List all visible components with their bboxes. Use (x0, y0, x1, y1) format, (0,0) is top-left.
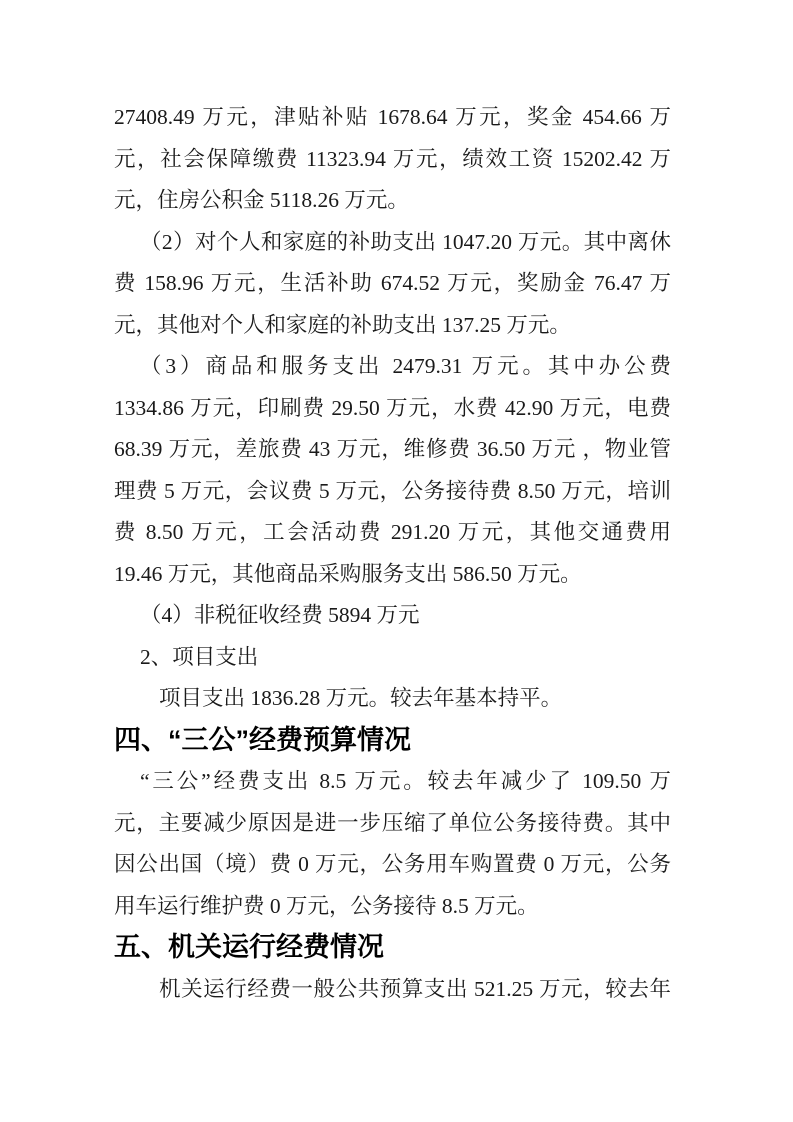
text-line: 元，主要减少原因是进一步压缩了单位公务接待费。其中 (114, 810, 671, 835)
text-line: 元，其他对个人和家庭的补助支出 137.25 万元。 (114, 312, 571, 337)
text-line: 因公出国（境）费 0 万元，公务用车购置费 0 万元，公务 (114, 852, 671, 876)
text-line: 项目支出 1836.28 万元。较去年基本持平。 (159, 686, 563, 710)
text-line: （3）商品和服务支出 2479.31 万元。其中办公费 (140, 354, 671, 378)
text-line: 27408.49 万元，津贴补贴 1678.64 万元，奖金 454.66 万 (114, 105, 671, 129)
text-line: （2）对个人和家庭的补助支出 1047.20 万元。其中离休 (140, 229, 671, 254)
text-line: 2、项目支出 (140, 644, 259, 669)
text-line: 元，住房公积金 5118.26 万元。 (114, 188, 409, 212)
text-line: 1334.86 万元，印刷费 29.50 万元，水费 42.90 万元，电费 (114, 395, 671, 420)
text-line: 19.46 万元，其他商品采购服务支出 586.50 万元。 (114, 561, 582, 586)
text-line: 68.39 万元，差旅费 43 万元，维修费 36.50 万元 ，物业管 (114, 437, 671, 461)
text-line: 费 8.50 万元，工会活动费 291.20 万元，其他交通费用 (114, 520, 671, 544)
text-line: （4）非税征收经费 5894 万元 (140, 603, 420, 627)
text-line: 元，社会保障缴费 11323.94 万元，绩效工资 15202.42 万 (114, 146, 671, 171)
section-heading-5: 五、机关运行经费情况 (114, 932, 384, 962)
text-line: “三公”经费支出 8.5 万元。较去年减少了 109.50 万 (140, 769, 671, 793)
section-heading-4: 四、“三公”经费预算情况 (114, 724, 411, 755)
text-line: 理费 5 万元，会议费 5 万元，公务接待费 8.50 万元，培训 (114, 478, 671, 503)
text-line: 费 158.96 万元，生活补助 674.52 万元，奖励金 76.47 万 (114, 271, 671, 295)
text-line: 用车运行维护费 0 万元，公务接待 8.5 万元。 (114, 893, 539, 918)
text-line: 机关运行经费一般公共预算支出 521.25 万元，较去年 (159, 976, 671, 1001)
